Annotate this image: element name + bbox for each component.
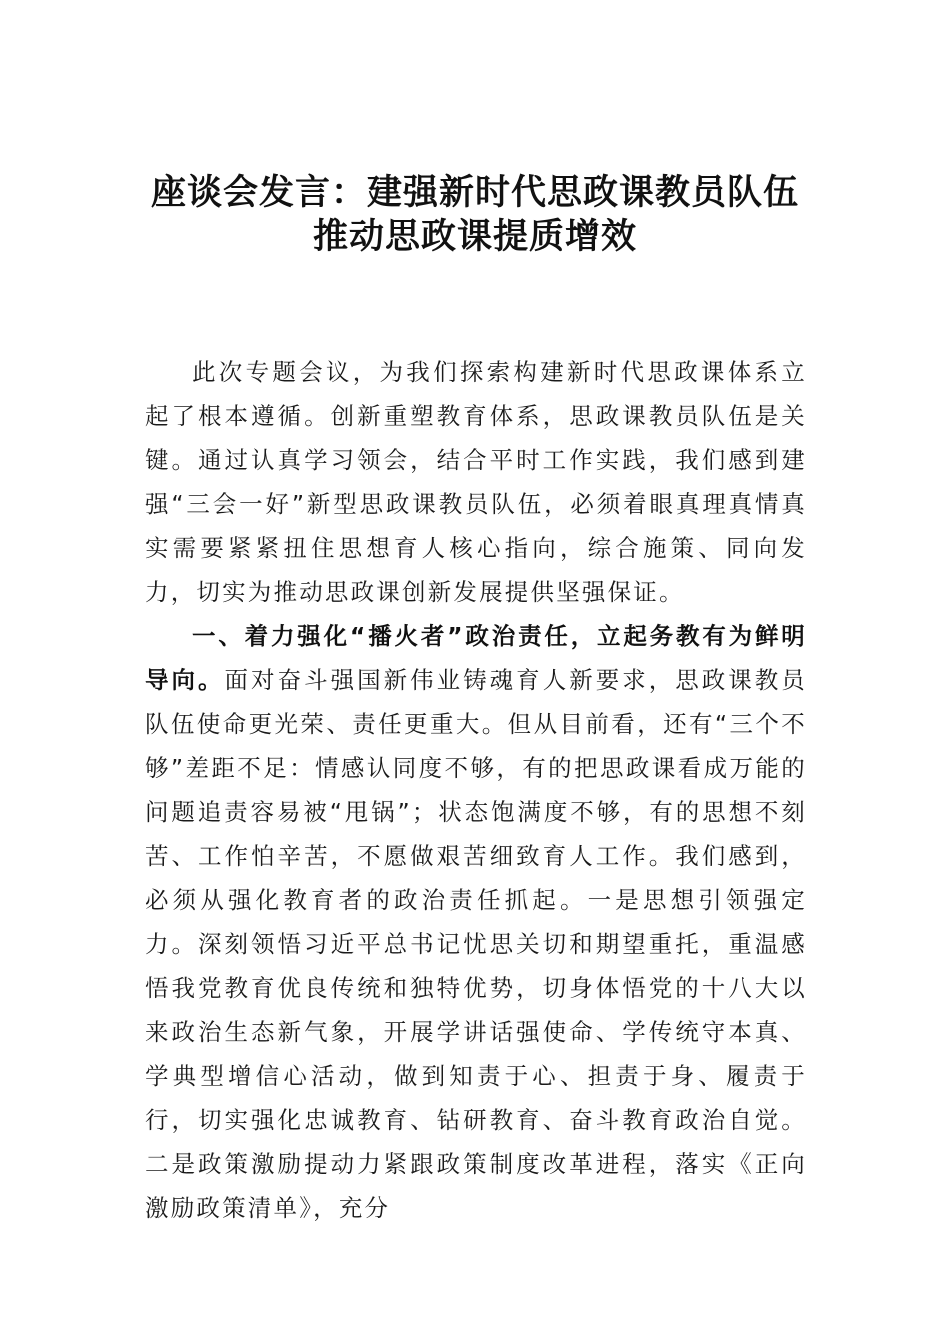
section-one-heading: 一、着力强化“播火者”政治责任，立起务教有为鲜明导向。 xyxy=(145,622,807,694)
intro-paragraph xyxy=(145,350,807,614)
section-one-text: 面对奋斗强国新伟业铸魂育人新要求，思政课教员队伍使命更光荣、责任更重大。但从目前看，还有“三个不够”差距不足：情感认同度不够，有的把思政课看成万能的问题追责容易被“甩锅”；状态饱满度不够，有的思想不刻苦、工作怕辛苦，不愿做艰苦细致育人工作。我们感到，必须从强化教育者的政治责任抓起。一是思想引领强定力。深刻领悟习近平总书记忧思关切和期望重托，重温感悟我党教育优良传统和独特优势，切身体悟党的十八大以来政治生态新气象，开展学讲话强使命、学传统守本真、学典型增信心活动，做到知责于心、担责于身、履责于行，切实强化忠诚教育、钻研教育、奋斗教育政治自觉。二是政策激励提动力紧跟政策制度改革进程，落实《正向激励政策清单》，充分 xyxy=(145,666,807,1222)
section-one-paragraph xyxy=(145,614,807,1230)
intro-paragraph-text: 此次专题会议，为我们探索构建新时代思政课体系立起了根本遵循。创新重塑教育体系，思政课教员队伍是关键。通过认真学习领会，结合平时工作实践，我们感到建强“三会一好”新型思政课教员队伍，必须着眼真理真情真实需要紧紧扭住思想育人核心指向，综合施策、同向发力，切实为推动思政课创新发展提供坚强保证。 xyxy=(145,358,807,606)
document-body xyxy=(145,350,807,1230)
document-title-line-1: 座谈会发言：建强新时代思政课教员队伍 xyxy=(150,172,799,213)
document-title-line-2: 推动思政课提质增效 xyxy=(312,216,637,257)
